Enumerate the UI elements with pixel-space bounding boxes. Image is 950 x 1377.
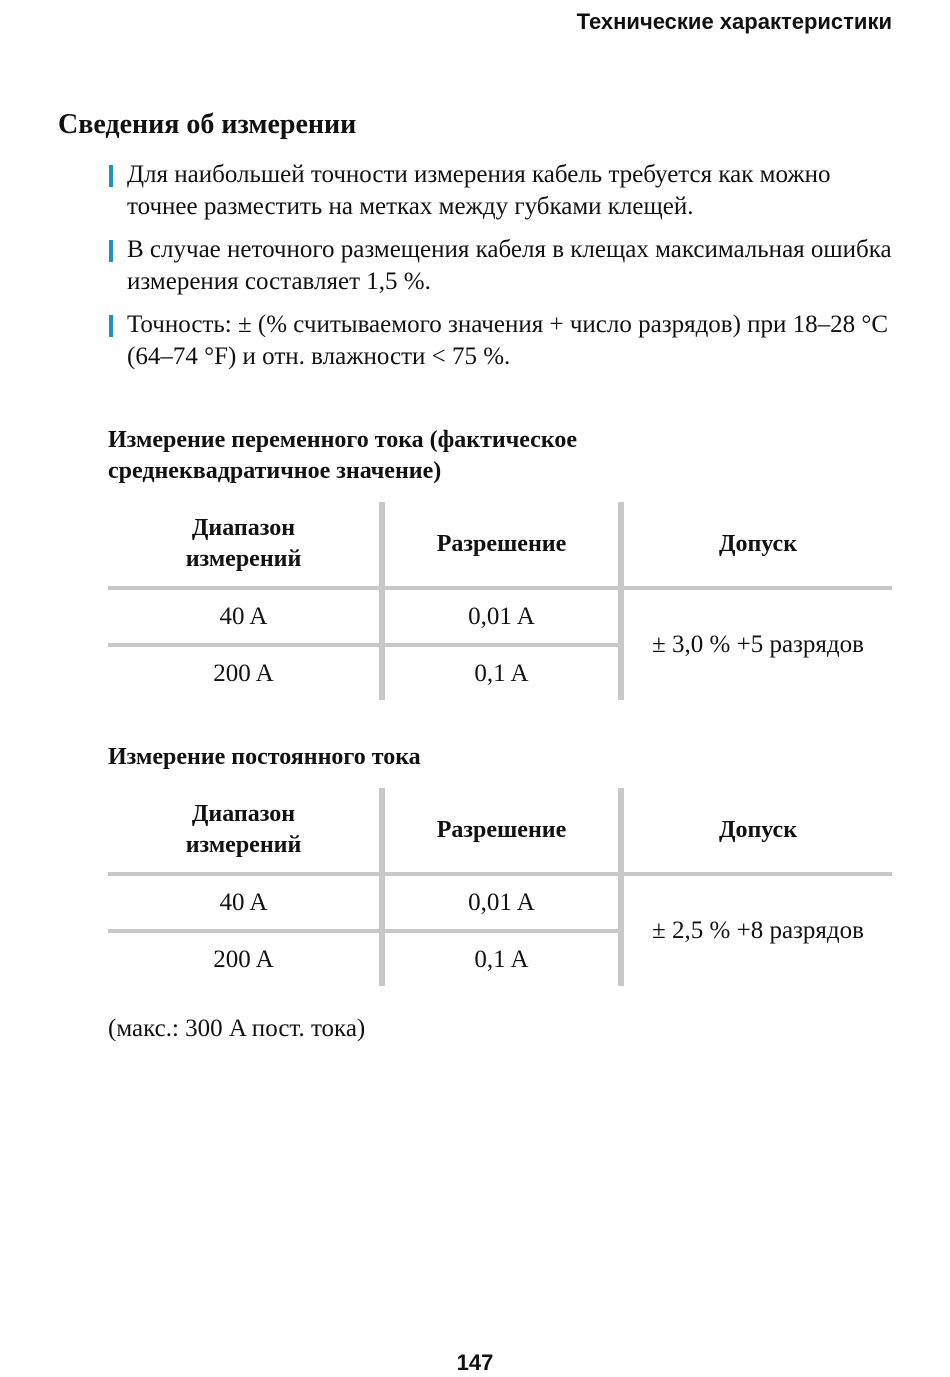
cell-range: 200 A xyxy=(213,659,274,687)
header-range-line2: измерений xyxy=(185,832,302,858)
header-resolution: Разрешение xyxy=(382,502,621,588)
header-resolution: Разрешение xyxy=(382,788,621,874)
note-marker-bar xyxy=(109,165,113,187)
table-header-row xyxy=(108,502,892,588)
table-row xyxy=(108,588,892,645)
note-item xyxy=(108,159,898,223)
running-header: Технические характеристики xyxy=(576,9,892,34)
cell-resolution: 0,01 A xyxy=(382,588,621,645)
cell-resolution: 0,1 A xyxy=(382,931,621,986)
header-range-line1: Диапазон xyxy=(191,801,296,827)
note-marker-bar xyxy=(109,240,113,262)
ac-spec-table xyxy=(108,502,892,700)
ac-table-caption xyxy=(108,425,808,487)
note-item xyxy=(108,234,898,298)
table-row xyxy=(108,874,892,931)
note-item xyxy=(108,309,898,373)
table-header-row xyxy=(108,788,892,874)
cell-tolerance: ± 3,0 % +5 разрядов xyxy=(621,588,892,700)
cell-range: 200 A xyxy=(213,945,274,973)
section-title: Сведения об измерении xyxy=(58,109,357,140)
page-number: 147 xyxy=(456,1350,494,1375)
ac-caption-line2: среднеквадратичное значение) xyxy=(108,458,442,484)
cell-range: 40 A xyxy=(108,588,382,645)
note-text: Точность: ± (% считываемого значения + число разрядов) при 18–28 °C (64–74 °F) и отн. влажности < 75 %. xyxy=(127,311,889,370)
cell-range: 40 A xyxy=(108,874,382,931)
note-text: Для наибольшей точности измерения кабель требуется как можно точнее разместить на метках между губками клещей. xyxy=(127,161,831,220)
header-range-line1: Диапазон xyxy=(191,515,296,541)
measurement-notes xyxy=(108,159,898,384)
note-marker-bar xyxy=(109,315,113,337)
header-range xyxy=(108,788,382,874)
header-range xyxy=(108,502,382,588)
dc-spec-table xyxy=(108,788,892,986)
ac-caption-line1: Измерение переменного тока (фактическое xyxy=(108,427,577,453)
cell-resolution: 0,01 A xyxy=(382,874,621,931)
header-tolerance: Допуск xyxy=(621,788,892,874)
header-range-line2: измерений xyxy=(185,546,302,572)
max-current-footnote: (макс.: 300 A пост. тока) xyxy=(108,1015,366,1042)
cell-resolution: 0,1 A xyxy=(382,645,621,700)
cell-tolerance: ± 2,5 % +8 разрядов xyxy=(621,874,892,986)
note-text: В случае неточного размещения кабеля в клещах максимальная ошибка измерения составляет 1,5 %. xyxy=(127,236,892,295)
dc-table-caption: Измерение постоянного тока xyxy=(108,744,421,770)
header-tolerance: Допуск xyxy=(621,502,892,588)
